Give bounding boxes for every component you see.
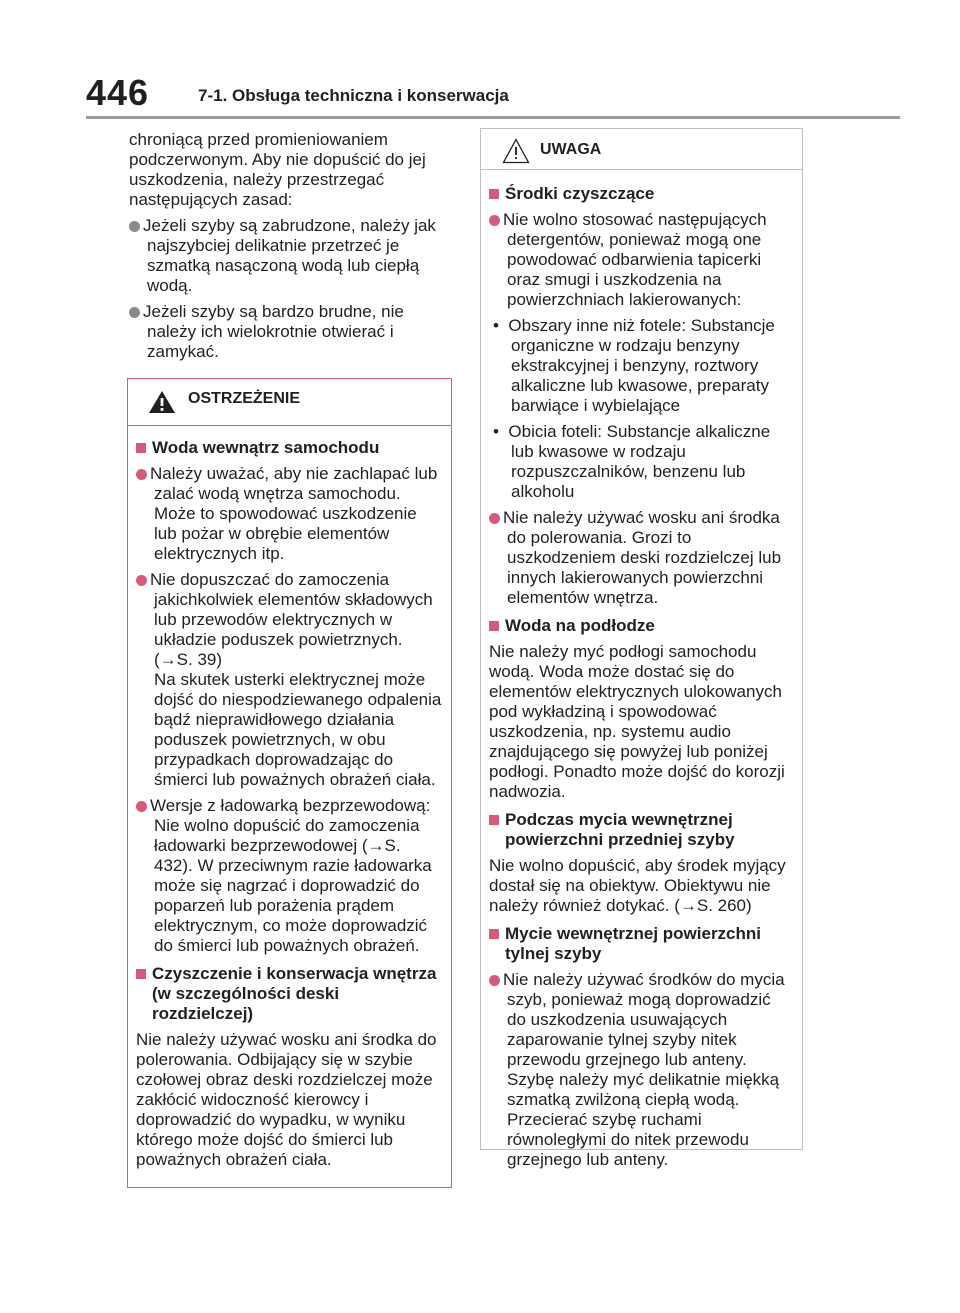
bullet-icon — [129, 307, 140, 318]
bullet-icon — [136, 801, 147, 812]
warning-triangle-icon — [148, 390, 176, 414]
warning-header — [128, 379, 451, 426]
warning-body — [128, 426, 451, 1170]
list-item-continuation: Na skutek usterki elektrycznej może dojść do niespodziewanego odpalenia bądź nieprawidłowego działania poduszek powietrznych, w obu przypadkach doprowadzając do śmierci lub poważnych obrażeń ciała. — [154, 670, 442, 789]
list-item: • Obicia foteli: Substancje alkaliczne lub kwasowe w rodzaju rozpuszczalników, benzenu lub alkoholu — [493, 422, 771, 501]
list-item: Jeżeli szyby są bardzo brudne, nie należy ich wielokrotnie otwierać i zamykać. — [129, 302, 454, 362]
bullet-icon — [136, 575, 147, 586]
square-bullet-icon — [489, 621, 499, 631]
intro-paragraph: chroniącą przed promieniowaniem podczerwonym. Aby nie dopuścić do jej uszkodzenia, należy przestrzegać następujących zasad: — [129, 130, 426, 209]
bullet-icon — [489, 975, 500, 986]
square-bullet-icon — [136, 969, 146, 979]
list-item: Należy uważać, aby nie zachlapać lub zalać wodą wnętrza samochodu. Może to spowodować uszkodzenie lub pożar w obrębie elementów elektrycznych itp. — [136, 464, 443, 564]
warning-box — [127, 378, 452, 1188]
dot-bullet-icon: • — [493, 316, 509, 335]
list-item: Jeżeli szyby są zabrudzone, należy jak najszybciej delikatnie przetrzeć je szmatką nasączoną wodą lub ciepłą wodą. — [129, 216, 454, 296]
list-item: Nie należy używać środków do mycia szyb, ponieważ mogą doprowadzić do uszkodzenia usuwających zaparowanie tylnej szyby nitek przewodu grzejnego lub anteny. Szybę należy myć delikatnie miękką szmatką zwilżoną ciepłą wodą. Przecierać szybę ruchami równoległymi do nitek przewodu grzejnego lub anteny. — [489, 970, 794, 1170]
subsection-heading: Woda wewnątrz samochodu — [136, 438, 443, 458]
square-bullet-icon — [489, 189, 499, 199]
bullet-icon — [489, 215, 500, 226]
subsection-heading: Woda na podłodze — [489, 616, 794, 636]
list-item: Nie wolno stosować następujących detergentów, ponieważ mogą one powodować odbarwienia tapicerki oraz smugi i uszkodzenia na powierzchniach lakierowanych: — [489, 210, 794, 310]
bullet-icon — [136, 469, 147, 480]
caution-header — [481, 129, 802, 170]
caution-box — [480, 128, 803, 1169]
paragraph: Nie wolno dopuścić, aby środek myjący dostał się na obiektyw. Obiektywu nie należy również dotykać. (→S. 260) — [489, 856, 786, 915]
bullet-icon — [129, 221, 140, 232]
paragraph: Nie należy myć podłogi samochodu wodą. Woda może dostać się do elementów elektrycznych ulokowanych pod wykładziną i spowodować uszkodzenia, np. systemu audio znajdującego się powyżej lub poniżej podłogi. Ponadto może dojść do korozji nadwozia. — [489, 642, 785, 801]
section-title: 7-1. Obsługa techniczna i konserwacja — [198, 86, 509, 105]
subsection-heading: Mycie wewnętrznej powierzchni tylnej szyby — [489, 924, 794, 964]
paragraph: Nie należy używać wosku ani środka do polerowania. Odbijający się w szybie czołowej obraz deski rozdzielczej może zakłócić widoczność kierowcy i doprowadzić do wypadku, w wyniku którego może dojść do śmierci lub poważnych obrażeń ciała. — [136, 1030, 437, 1169]
square-bullet-icon — [489, 815, 499, 825]
dot-bullet-icon: • — [493, 422, 509, 441]
list-item: Nie należy używać wosku ani środka do polerowania. Grozi to uszkodzeniem deski rozdzielczej lub innych lakierowanych powierzchni elementów wnętrza. — [489, 508, 794, 608]
list-item: Wersje z ładowarką bezprzewodową: Nie wolno dopuścić do zamoczenia ładowarki bezprzewodowej (→S. 432). W przeciwnym razie ładowarka może się nagrzać i doprowadzić do poparzeń lub porażenia prądem elektrycznym, co może doprowadzić do śmierci lub poważnych obrażeń. — [136, 796, 443, 956]
caution-title: UWAGA — [540, 141, 602, 158]
subsection-heading: Czyszczenie i konserwacja wnętrza (w szczególności deski rozdzielczej) — [136, 964, 443, 1024]
subsection-heading: Środki czyszczące — [489, 184, 794, 204]
square-bullet-icon — [136, 443, 146, 453]
caution-triangle-icon — [502, 138, 530, 164]
page-number: 446 — [86, 72, 150, 113]
subsection-heading: Podczas mycia wewnętrznej powierzchni przedniej szyby — [489, 810, 794, 850]
caution-body — [481, 170, 802, 1170]
list-item: Nie dopuszczać do zamoczenia jakichkolwiek elementów składowych lub przewodów elektrycznych w układzie poduszek powietrznych. (→S. 39) — [136, 570, 443, 670]
bullet-icon — [489, 513, 500, 524]
warning-title: OSTRZEŻENIE — [188, 390, 301, 407]
header-divider — [86, 116, 900, 119]
left-column — [129, 130, 454, 362]
square-bullet-icon — [489, 929, 499, 939]
list-item: • Obszary inne niż fotele: Substancje organiczne w rodzaju benzyny ekstrakcyjnej i benzyny, roztwory alkaliczne lub kwasowe, preparaty barwiące i wybielające — [493, 316, 775, 415]
